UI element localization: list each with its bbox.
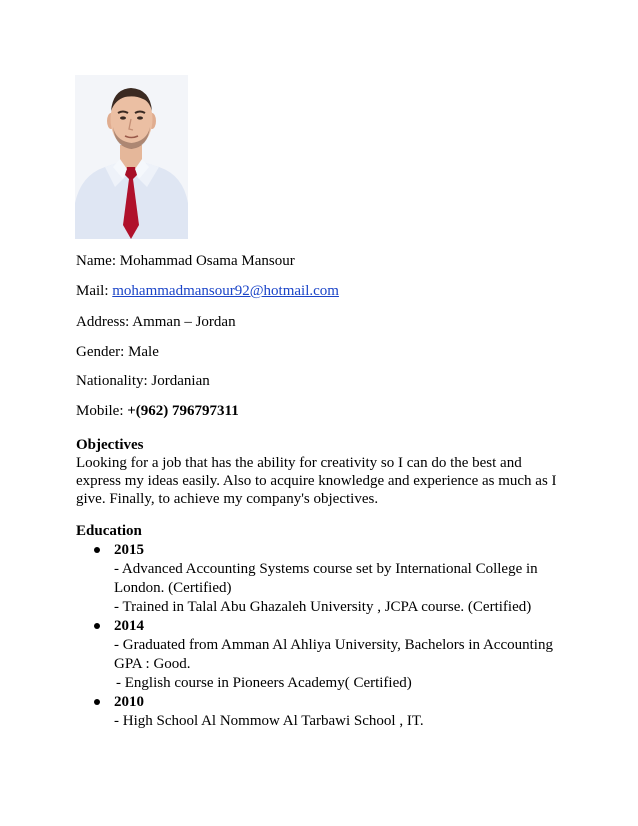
nationality-value: Jordanian: [151, 373, 210, 389]
name-field: [76, 252, 295, 270]
education-detail: - High School Al Nommow Al Tarbawi School , IT.: [114, 713, 424, 729]
objectives-line: express my ideas easily. Also to acquire knowledge and experience as much as I: [76, 473, 557, 489]
education-detail: - Advanced Accounting Systems course set by International College in: [114, 561, 538, 577]
mail-link[interactable]: mohammadmansour92@hotmail.com: [112, 283, 339, 299]
nationality-field: [76, 372, 210, 390]
education-detail: - Graduated from Amman Al Ahliya University, Bachelors in Accounting: [114, 637, 553, 653]
education-year-item: [76, 541, 556, 560]
education-detail: - Trained in Talal Abu Ghazaleh University , JCPA course. (Certified): [114, 599, 532, 615]
education-heading: Education: [76, 523, 142, 539]
mail-field: [76, 282, 339, 300]
mail-label: Mail:: [76, 283, 109, 299]
mobile-field: [76, 402, 239, 420]
name-value: Mohammad Osama Mansour: [119, 253, 295, 269]
bullet-icon: [94, 699, 100, 705]
profile-photo: [75, 75, 188, 239]
objectives-heading: Objectives: [76, 437, 144, 453]
gender-value: Male: [128, 344, 159, 360]
mobile-label: Mobile:: [76, 403, 124, 419]
education-detail: - English course in Pioneers Academy( Certified): [116, 675, 412, 691]
name-label: Name:: [76, 253, 116, 269]
bullet-icon: [94, 547, 100, 553]
gender-label: Gender:: [76, 344, 125, 360]
nationality-label: Nationality:: [76, 373, 148, 389]
person-portrait-icon: [75, 75, 188, 239]
objectives-text: [76, 454, 556, 508]
mobile-value: +(962) 796797311: [127, 403, 239, 419]
gender-field: [76, 343, 159, 361]
objectives-line: give. Finally, to achieve my company's objectives.: [76, 491, 379, 507]
education-year: 2015: [114, 542, 144, 558]
bullet-icon: [94, 623, 100, 629]
address-field: [76, 313, 236, 331]
address-label: Address:: [76, 314, 130, 330]
objectives-line: Looking for a job that has the ability for creativity so I can do the best and: [76, 455, 522, 471]
education-year: 2010: [114, 694, 144, 710]
education-detail: London. (Certified): [114, 580, 232, 596]
address-value: Amman – Jordan: [132, 314, 236, 330]
education-list: [76, 541, 556, 731]
education-detail: GPA : Good.: [114, 656, 191, 672]
education-year-item: [76, 617, 556, 636]
education-year-item: [76, 693, 556, 712]
education-year: 2014: [114, 618, 144, 634]
